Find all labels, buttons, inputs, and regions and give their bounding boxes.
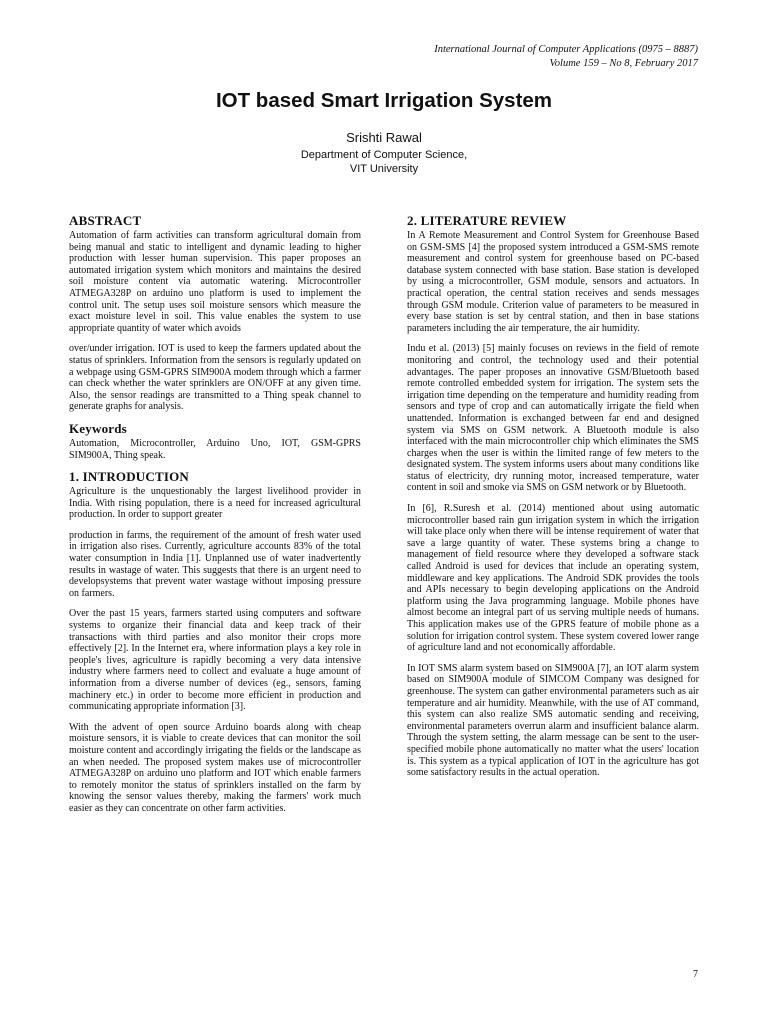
literature-heading: 2. LITERATURE REVIEW xyxy=(407,213,567,228)
right-column xyxy=(407,212,699,779)
literature-paragraph-2: Indu et al. (2013) [5] mainly focuses on reviews in the field of remote monitoring and control, the technology used and their potential advantages. The paper proposes an innovative GSM/Bluetooth based remote controlled embedded system for irrigation. The system sets the irrigation time depending on the temperature and humidity reading from sensors and type of crop and can automatically irrigate the field when unattended. Information is exchanged between far end and designed system via SMS on GSM network. A Bluetooth module is also interfaced with the main microcontroller chip which eliminates the SMS charges when the user is within the limited range of few meters to the designated system. The system informs users about many conditions like status of electricity, dry running motor, increased temperature, water content in soil and smoke via SMS on GSM network or by Bluetooth. xyxy=(407,343,699,494)
introduction-paragraph-2: production in farms, the requirement of the amount of fresh water used in irrigation also rises. Currently, agriculture accounts 83% of the total water consumption in India [1]. Unplanned use of water inadvertently results in wastage of water. This suggests that there is an urgent need to developsystems that prevent water wastage without imposing pressure on farmers. xyxy=(69,529,361,599)
journal-volume: Volume 159 – No 8, February 2017 xyxy=(549,58,698,69)
author-affiliation xyxy=(0,149,768,176)
keywords-text: Automation, Microcontroller, Arduino Uno, IOT, GSM-GPRS SIM900A, Thing speak. xyxy=(69,437,361,461)
introduction-heading: 1. INTRODUCTION xyxy=(69,469,190,485)
introduction-paragraph-3: Over the past 15 years, farmers started using computers and software systems to organize their financial data and keep track of their transactions with third parties and also monitor their crops more effectively [2]. In the Internet era, where information plays a key role in people's lives, agriculture is rapidly becoming a very data intensive industry where farmers need to collect and evaluate a huge amount of information from a diverse number of devices (eg., sensors, faming machinery etc.) in order to become more efficient in production and communicating appropriate information [3]. xyxy=(69,608,361,713)
page-number: 7 xyxy=(693,969,698,980)
author-name: Srishti Rawal xyxy=(346,130,422,145)
journal-name: International Journal of Computer Applications (0975 – 8887) xyxy=(434,44,698,55)
affiliation-department: Department of Computer Science, xyxy=(300,149,468,161)
keywords-heading: Keywords xyxy=(69,420,127,436)
introduction-paragraph-1: Agriculture is the unquestionably the largest livelihood provider in India. With rising population, there is a need for increased agricultural production. In order to support greater xyxy=(69,486,361,521)
abstract-paragraph-1: Automation of farm activities can transform agricultural domain from being manual and static to intelligent and dynamic leading to higher production with lesser human supervision. This paper proposes an automated irrigation system which monitors and maintains the desired soil moisture content via automatic watering. Microcontroller ATMEGA328P on arduino uno platform is used to implement the control unit. The setup uses soil moisture sensors which measure the exact moisture level in soil. This value enables the system to use appropriate quantity of water which avoids xyxy=(69,230,361,334)
journal-header xyxy=(434,43,698,71)
left-column xyxy=(69,212,361,815)
abstract-heading: ABSTRACT xyxy=(69,213,142,228)
literature-paragraph-3: In [6], R.Suresh et al. (2014) mentioned about using automatic microcontroller based rain gun irrigation system in which the irrigation will take place only when there will be intense requirement of water that save a large quantity of water. These systems bring a change to management of field resource where they developed a software stack called Android is used for devices that include an operating system, middleware and key applications. The Android SDK provides the tools and APIs necessary to begin developing applications on the Android platform using the Java programming language. Mobile phones have almost become an integral part of us serving multiple needs of humans. This application makes use of the GPRS feature of mobile phone as a solution for irrigation control system. These system covered lower range of agriculture land and not economically affordable. xyxy=(407,503,699,654)
literature-paragraph-4: In IOT SMS alarm system based on SIM900A [7], an IOT alarm system based on SIM900A module of SIMCOM Company was designed for greenhouse. The system can gather environmental parameters such as air temperature and air humidity. Meanwhile, with the use of AT command, this system can also realize SMS automatic sending and receiving, environmental parameters overrun alarm and insufficient balance alarm. Through the system setting, the alarm message can be sent to the user-specified mobile phone automatically no matter what the users' location is. This system as a typical application of IOT in the agriculture has got some satisfactory results in the actual operation. xyxy=(407,662,699,779)
affiliation-university: VIT University xyxy=(349,162,419,175)
introduction-paragraph-4: With the advent of open source Arduino boards along with cheap moisture sensors, it is viable to create devices that can monitor the soil moisture content and accordingly irrigating the fields or the landscape as an when needed. The proposed system makes use of microcontroller ATMEGA328P on arduino uno platform and IOT which enable farmers to remotely monitor the status of sprinklers installed on the farm by knowing the sensor values thereby, making the farmers' work much easier as they can concentrate on other farm activities. xyxy=(69,721,361,814)
paper-title: IOT based Smart Irrigation System xyxy=(215,89,553,112)
literature-paragraph-1: In A Remote Measurement and Control System for Greenhouse Based on GSM-SMS [4] the proposed system introduced a GSM-SMS remote measurement and control system for greenhouse based on PC-based database system connected with base station. Base station is developed by using a microcontroller, GSM module, sensors and actuators. In practical operation, the central station receives and sends messages through GSM module. Criterion value of parameters to be measured in every base station is set by central station, and then in base stations parameters including the air temperature, the air humidity. xyxy=(407,230,699,334)
abstract-paragraph-2: over/under irrigation. IOT is used to keep the farmers updated about the status of sprinklers. Information from the sensors is regularly updated on a webpage using GSM-GPRS SIM900A modem through which a farmer can check whether the water sprinklers are ON/OFF at any given time. Also, the sensor readings are transmitted to a Thing speak channel to generate graphs for analysis. xyxy=(69,343,361,413)
